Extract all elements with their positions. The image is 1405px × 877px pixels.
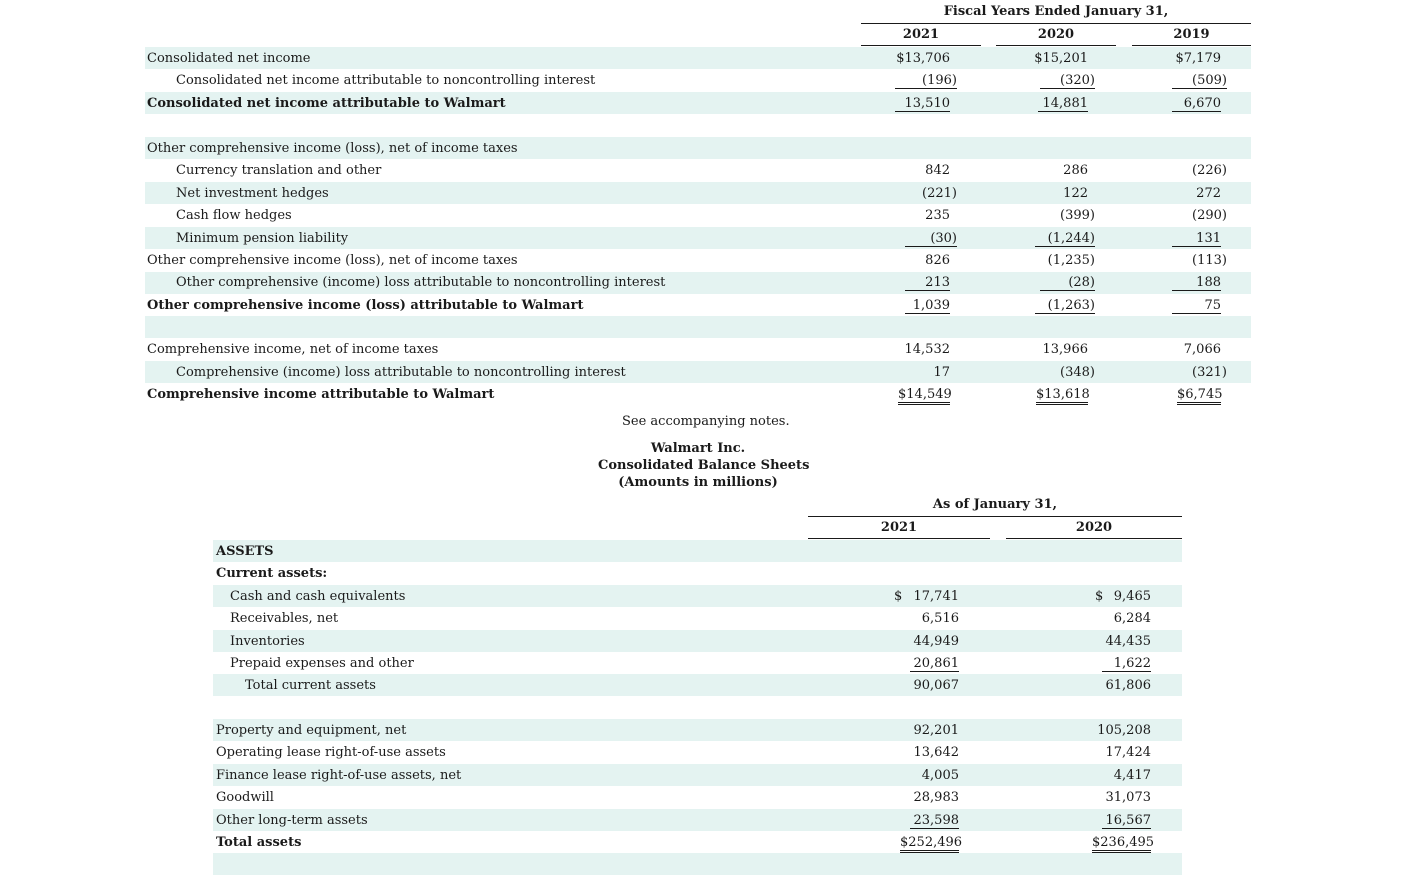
income-value: 75 bbox=[1172, 298, 1221, 314]
balance-value: 90,067 bbox=[913, 678, 959, 693]
row-band bbox=[213, 540, 1182, 562]
income-row-label: Consolidated net income attributable to noncontrolling interest bbox=[176, 73, 596, 88]
income-value: (1,235) bbox=[1047, 253, 1095, 268]
balance-value: 44,435 bbox=[1105, 634, 1151, 649]
income-row-label: Consolidated net income attributable to Walmart bbox=[147, 96, 506, 111]
income-value: 7,066 bbox=[1183, 342, 1221, 357]
year-rule bbox=[1132, 45, 1251, 46]
income-value: (348) bbox=[1060, 365, 1095, 380]
balance-row-label: Total current assets bbox=[245, 678, 376, 693]
balance-value: 9,465 bbox=[1113, 589, 1151, 604]
income-value: (113) bbox=[1192, 253, 1227, 268]
income-value: (30) bbox=[905, 231, 957, 247]
income-value: 14,532 bbox=[904, 342, 950, 357]
balance-year-col-1: 2021 bbox=[880, 520, 918, 535]
balance-row-label: Goodwill bbox=[216, 790, 274, 805]
income-value: (28) bbox=[1040, 275, 1095, 291]
dollar-sign: $ bbox=[894, 589, 903, 604]
balance-value: 61,806 bbox=[1105, 678, 1151, 693]
income-value: 213 bbox=[905, 275, 950, 291]
income-value: (196) bbox=[895, 73, 957, 89]
income-value: (509) bbox=[1172, 73, 1227, 89]
income-value: (321) bbox=[1192, 365, 1227, 380]
income-year-col-2: 2020 bbox=[1037, 27, 1075, 42]
dollar-sign: $ bbox=[1095, 589, 1104, 604]
income-value: $7,179 bbox=[1175, 51, 1221, 66]
income-row-label: Cash flow hedges bbox=[176, 208, 292, 223]
balance-row-label: Operating lease right-of-use assets bbox=[216, 745, 446, 760]
income-value: $13,618 bbox=[1036, 387, 1088, 405]
row-band bbox=[145, 316, 1251, 338]
income-row-label: Currency translation and other bbox=[176, 163, 382, 178]
current-assets-heading: Current assets: bbox=[216, 566, 328, 581]
company-name: Walmart Inc. bbox=[650, 441, 746, 456]
income-value: 826 bbox=[925, 253, 950, 268]
balance-value: $236,495 bbox=[1092, 835, 1151, 853]
balance-sheet-units: (Amounts in millions) bbox=[618, 475, 778, 490]
balance-year-col-2: 2020 bbox=[1075, 520, 1113, 535]
income-value: (399) bbox=[1060, 208, 1095, 223]
balance-value: 92,201 bbox=[913, 723, 959, 738]
income-year-col-1: 2021 bbox=[902, 27, 940, 42]
income-value: (1,263) bbox=[1035, 298, 1095, 314]
income-value: 14,881 bbox=[1038, 96, 1088, 112]
income-value: (226) bbox=[1192, 163, 1227, 178]
income-value: 188 bbox=[1172, 275, 1221, 291]
income-value: (1,244) bbox=[1035, 231, 1095, 247]
balance-value: 20,861 bbox=[910, 656, 959, 672]
income-row-label: Comprehensive (income) loss attributable to noncontrolling interest bbox=[176, 365, 626, 380]
balance-row-label: Inventories bbox=[230, 634, 305, 649]
income-row-label: Comprehensive income, net of income taxes bbox=[147, 342, 439, 357]
balance-value: 28,983 bbox=[913, 790, 959, 805]
income-row-label: Other comprehensive income (loss), net of income taxes bbox=[147, 253, 518, 268]
income-value: $13,706 bbox=[896, 51, 950, 66]
balance-row-label: Cash and cash equivalents bbox=[230, 589, 406, 604]
fiscal-years-header: Fiscal Years Ended January 31, bbox=[943, 4, 1169, 19]
balance-value: 4,005 bbox=[921, 768, 959, 783]
accompanying-notes: See accompanying notes. bbox=[622, 414, 790, 429]
balance-value: 23,598 bbox=[910, 813, 959, 829]
balance-value: $252,496 bbox=[900, 835, 959, 853]
income-value: 122 bbox=[1063, 186, 1088, 201]
balance-row-label: Other long-term assets bbox=[216, 813, 368, 828]
income-value: (221) bbox=[922, 186, 957, 201]
balance-row-label: Finance lease right-of-use assets, net bbox=[216, 768, 462, 783]
balance-value: 17,741 bbox=[913, 589, 959, 604]
income-value: 131 bbox=[1172, 231, 1221, 247]
income-value: 235 bbox=[925, 208, 950, 223]
balance-value: 6,516 bbox=[921, 611, 959, 626]
income-value: $15,201 bbox=[1034, 51, 1088, 66]
balance-row-label: Prepaid expenses and other bbox=[230, 656, 414, 671]
as-of-header: As of January 31, bbox=[932, 497, 1058, 512]
income-value: $14,549 bbox=[898, 387, 950, 405]
balance-row-label: Total assets bbox=[216, 835, 302, 850]
income-row-label: Net investment hedges bbox=[176, 186, 329, 201]
balance-value: 6,284 bbox=[1113, 611, 1151, 626]
year-rule bbox=[861, 45, 981, 46]
income-row-label: Other comprehensive income (loss), net of income taxes bbox=[147, 141, 518, 156]
header-rule bbox=[861, 23, 1251, 24]
year-rule bbox=[808, 538, 990, 539]
income-value: $6,745 bbox=[1177, 387, 1221, 405]
balance-value: 1,622 bbox=[1102, 656, 1151, 672]
income-value: (290) bbox=[1192, 208, 1227, 223]
income-row-label: Minimum pension liability bbox=[176, 231, 349, 246]
income-value: 842 bbox=[925, 163, 950, 178]
balance-value: 31,073 bbox=[1105, 790, 1151, 805]
income-year-col-3: 2019 bbox=[1173, 27, 1210, 42]
income-value: 6,670 bbox=[1172, 96, 1221, 112]
income-value: (320) bbox=[1040, 73, 1095, 89]
income-value: 17 bbox=[933, 365, 950, 380]
header-rule bbox=[808, 516, 1182, 517]
balance-value: 105,208 bbox=[1097, 723, 1151, 738]
year-rule bbox=[1006, 538, 1182, 539]
income-value: 13,966 bbox=[1042, 342, 1088, 357]
income-row-label: Other comprehensive (income) loss attributable to noncontrolling interest bbox=[176, 275, 666, 290]
income-value: 1,039 bbox=[905, 298, 950, 314]
income-row-label: Consolidated net income bbox=[147, 51, 311, 66]
balance-value: 16,567 bbox=[1102, 813, 1151, 829]
balance-value: 44,949 bbox=[913, 634, 959, 649]
balance-row-label: Receivables, net bbox=[230, 611, 339, 626]
balance-value: 13,642 bbox=[913, 745, 959, 760]
income-value: 272 bbox=[1196, 186, 1221, 201]
balance-value: 17,424 bbox=[1105, 745, 1151, 760]
income-value: 286 bbox=[1063, 163, 1088, 178]
row-band bbox=[213, 853, 1182, 875]
balance-value: 4,417 bbox=[1113, 768, 1151, 783]
income-value: 13,510 bbox=[895, 96, 950, 112]
balance-sheet-title: Consolidated Balance Sheets bbox=[598, 458, 810, 473]
income-row-label: Comprehensive income attributable to Walmart bbox=[147, 387, 495, 402]
row-band bbox=[213, 630, 1182, 652]
balance-row-label: Property and equipment, net bbox=[216, 723, 407, 738]
year-rule bbox=[996, 45, 1116, 46]
income-row-label: Other comprehensive income (loss) attributable to Walmart bbox=[147, 298, 584, 313]
assets-heading: ASSETS bbox=[216, 544, 274, 559]
